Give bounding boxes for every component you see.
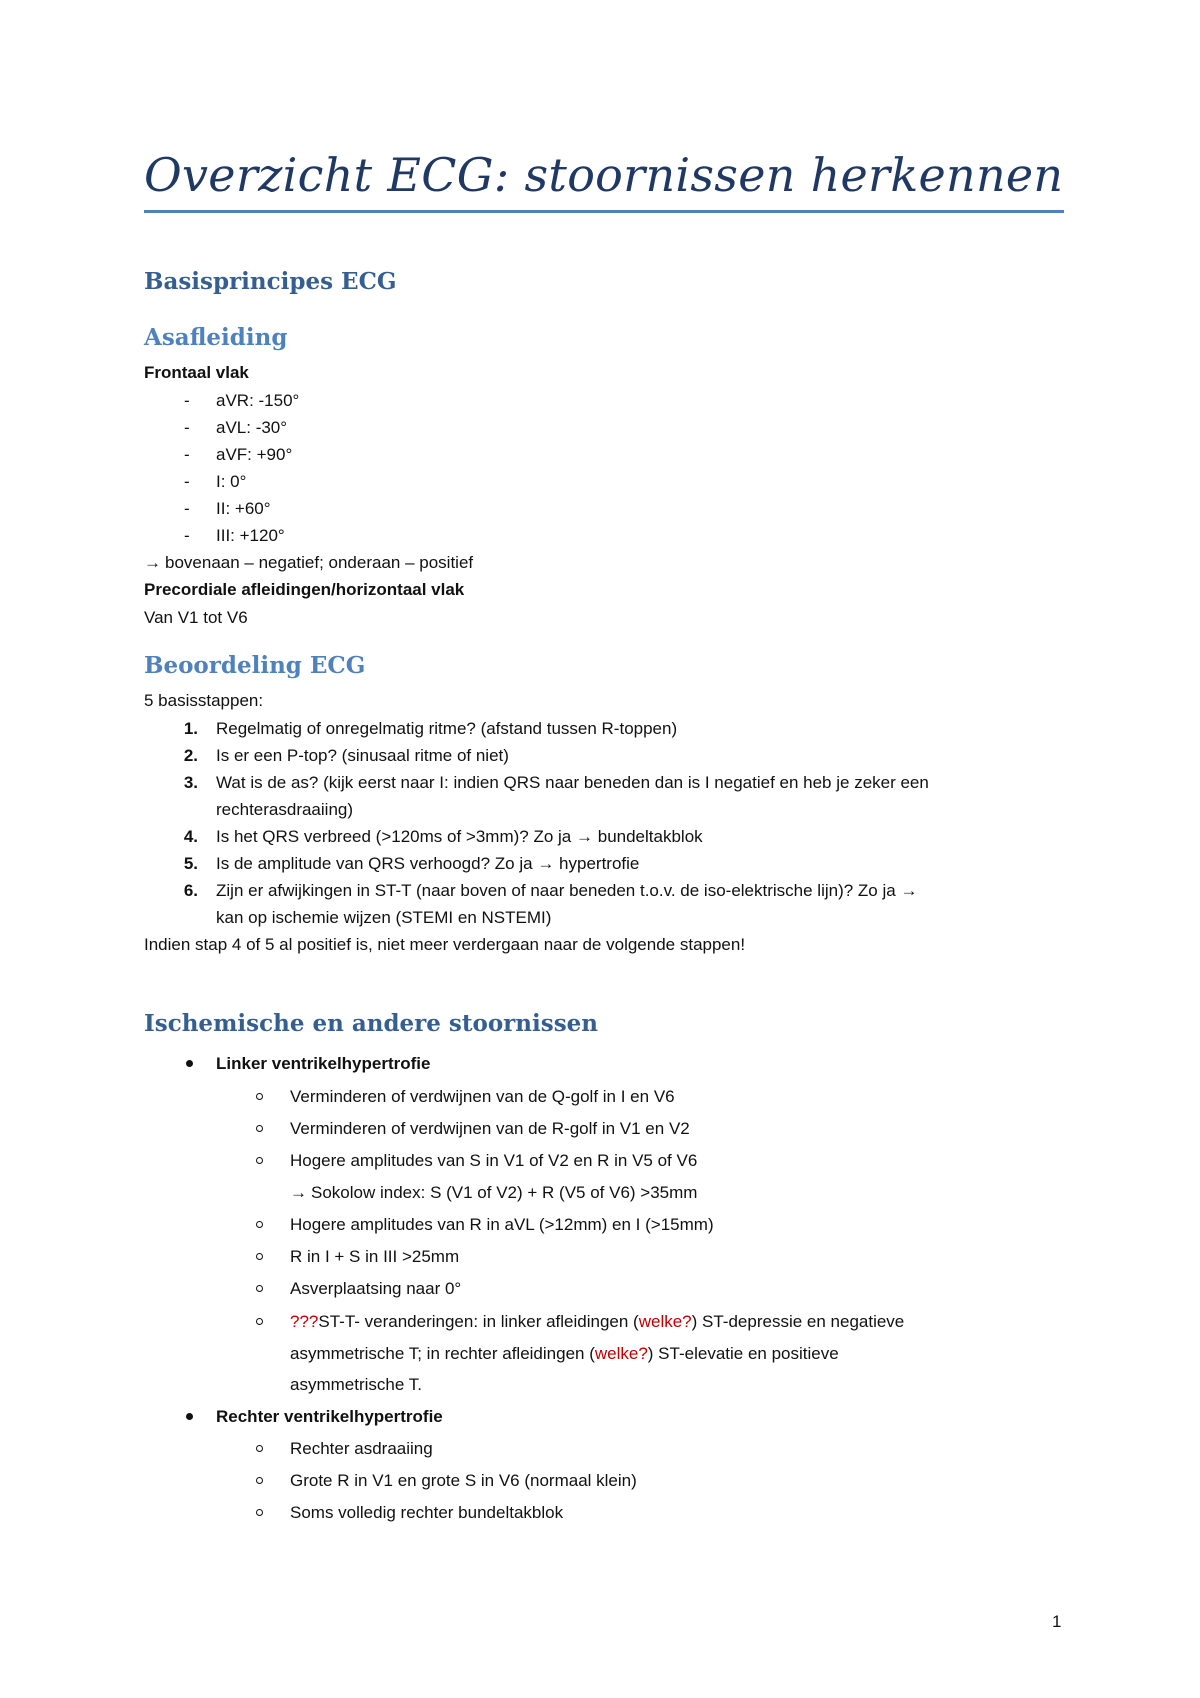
step-text: Wat is de as? (kijk eerst naar I: indien QRS naar beneden dan is I negatief en heb je zeker een	[216, 773, 929, 792]
list-item: aVL: -30°	[216, 418, 288, 437]
list-item: II: +60°	[216, 499, 271, 518]
step-text: Is er een P-top? (sinusaal ritme of niet)	[216, 746, 509, 765]
st-t-line-end: asymmetrische T.	[290, 1375, 422, 1394]
list-item: Soms volledig rechter bundeltakblok	[290, 1503, 564, 1522]
step-text-continued: rechterasdraaiing)	[216, 800, 354, 819]
circle-bullet-icon	[256, 1477, 263, 1484]
precordial-text: Van V1 tot V6	[144, 608, 248, 627]
step-text-main: Is het QRS verbreed (>120ms of >3mm)? Zo ja	[216, 827, 572, 846]
circle-bullet-icon	[256, 1253, 263, 1260]
step-text-tail: hypertrofie	[559, 854, 640, 873]
bullet-icon	[186, 1413, 193, 1420]
list-item: I: 0°	[216, 472, 247, 491]
arrow-right-icon: →	[537, 854, 555, 873]
label-precordial: Precordiale afleidingen/horizontaal vlak	[144, 580, 465, 599]
circle-bullet-icon	[256, 1445, 263, 1452]
list-item: aVR: -150°	[216, 391, 300, 410]
welke-highlight: welke?	[638, 1312, 692, 1331]
dash-marker: -	[184, 418, 190, 437]
arrow-right-icon: →	[576, 827, 593, 846]
arrow-right-icon: →	[900, 881, 918, 900]
list-item: Asverplaatsing naar 0°	[290, 1279, 462, 1298]
step-text-continued: kan op ischemie wijzen (STEMI en NSTEMI)	[216, 908, 552, 927]
list-item: Rechter asdraaiing	[290, 1439, 433, 1458]
dash-marker: -	[184, 445, 190, 464]
summary-line	[144, 552, 473, 574]
label-rvh: Rechter ventrikelhypertrofie	[216, 1407, 443, 1426]
sokolow-line	[290, 1182, 697, 1204]
step-number: 1.	[183, 719, 198, 738]
step-text	[216, 880, 917, 902]
step-number: 4.	[183, 827, 198, 846]
st-t-text: ) ST-elevatie en positieve	[647, 1344, 839, 1363]
label-frontaal-vlak: Frontaal vlak	[144, 363, 249, 382]
list-item: Verminderen of verdwijnen van de R-golf in V1 en V2	[290, 1119, 690, 1138]
st-t-text: ST-T- veranderingen: in linker afleidingen (	[318, 1312, 639, 1331]
st-t-line	[290, 1311, 904, 1333]
st-t-line-continued	[290, 1343, 839, 1365]
step-number: 6.	[183, 881, 198, 900]
circle-bullet-icon	[256, 1125, 263, 1132]
list-item: Hogere amplitudes van R in aVL (>12mm) en I (>15mm)	[290, 1215, 714, 1234]
circle-bullet-icon	[256, 1509, 263, 1516]
step-text	[216, 826, 703, 848]
circle-bullet-icon	[256, 1157, 263, 1164]
heading-ischemie: Ischemische en andere stoornissen	[144, 1010, 599, 1037]
dash-marker: -	[184, 472, 190, 491]
steps-note: Indien stap 4 of 5 al positief is, niet meer verdergaan naar de volgende stappen!	[144, 935, 746, 954]
heading-asafleiding: Asafleiding	[144, 324, 288, 351]
summary-text: bovenaan – negatief; onderaan – positief	[165, 553, 474, 572]
step-text: Regelmatig of onregelmatig ritme? (afstand tussen R-toppen)	[216, 719, 678, 738]
step-text-main: Zijn er afwijkingen in ST-T (naar boven of naar beneden t.o.v. de iso-elektrische lijn)? Zo ja	[216, 881, 896, 900]
step-number: 2.	[183, 746, 198, 765]
list-item: R in I + S in III >25mm	[290, 1247, 460, 1266]
circle-bullet-icon	[256, 1221, 263, 1228]
dash-marker: -	[184, 499, 190, 518]
st-t-text: ) ST-depressie en negatieve	[691, 1312, 905, 1331]
bullet-icon	[186, 1060, 193, 1067]
step-text-tail: bundeltakblok	[597, 827, 703, 846]
arrow-right-icon: →	[290, 1183, 307, 1202]
page-number: 1	[1052, 1612, 1062, 1631]
list-item: Verminderen of verdwijnen van de Q-golf in I en V6	[290, 1087, 675, 1106]
step-text-main: Is de amplitude van QRS verhoogd? Zo ja	[216, 854, 533, 873]
heading-basisprincipes: Basisprincipes ECG	[144, 268, 397, 295]
list-item: Hogere amplitudes van S in V1 of V2 en R in V5 of V6	[290, 1151, 698, 1170]
document-title: Overzicht ECG: stoornissen herkennen	[144, 148, 1064, 202]
heading-beoordeling: Beoordeling ECG	[144, 652, 366, 679]
step-number: 3.	[183, 773, 198, 792]
question-marks: ???	[290, 1312, 319, 1331]
steps-intro: 5 basisstappen:	[144, 691, 264, 710]
arrow-right-icon: →	[144, 553, 161, 572]
dash-marker: -	[184, 526, 190, 545]
dash-marker: -	[184, 391, 190, 410]
st-t-text: asymmetrische T; in rechter afleidingen (	[290, 1344, 595, 1363]
list-item: III: +120°	[216, 526, 285, 545]
circle-bullet-icon	[256, 1318, 263, 1325]
step-number: 5.	[183, 854, 198, 873]
list-item: aVF: +90°	[216, 445, 293, 464]
label-lvh: Linker ventrikelhypertrofie	[216, 1054, 431, 1073]
welke-highlight: welke?	[594, 1344, 648, 1363]
list-item: Grote R in V1 en grote S in V6 (normaal klein)	[290, 1471, 637, 1490]
circle-bullet-icon	[256, 1093, 263, 1100]
title-underline	[144, 210, 1064, 213]
sokolow-text: Sokolow index: S (V1 of V2) + R (V5 of V6) >35mm	[311, 1183, 698, 1202]
circle-bullet-icon	[256, 1285, 263, 1292]
step-text	[216, 853, 639, 875]
